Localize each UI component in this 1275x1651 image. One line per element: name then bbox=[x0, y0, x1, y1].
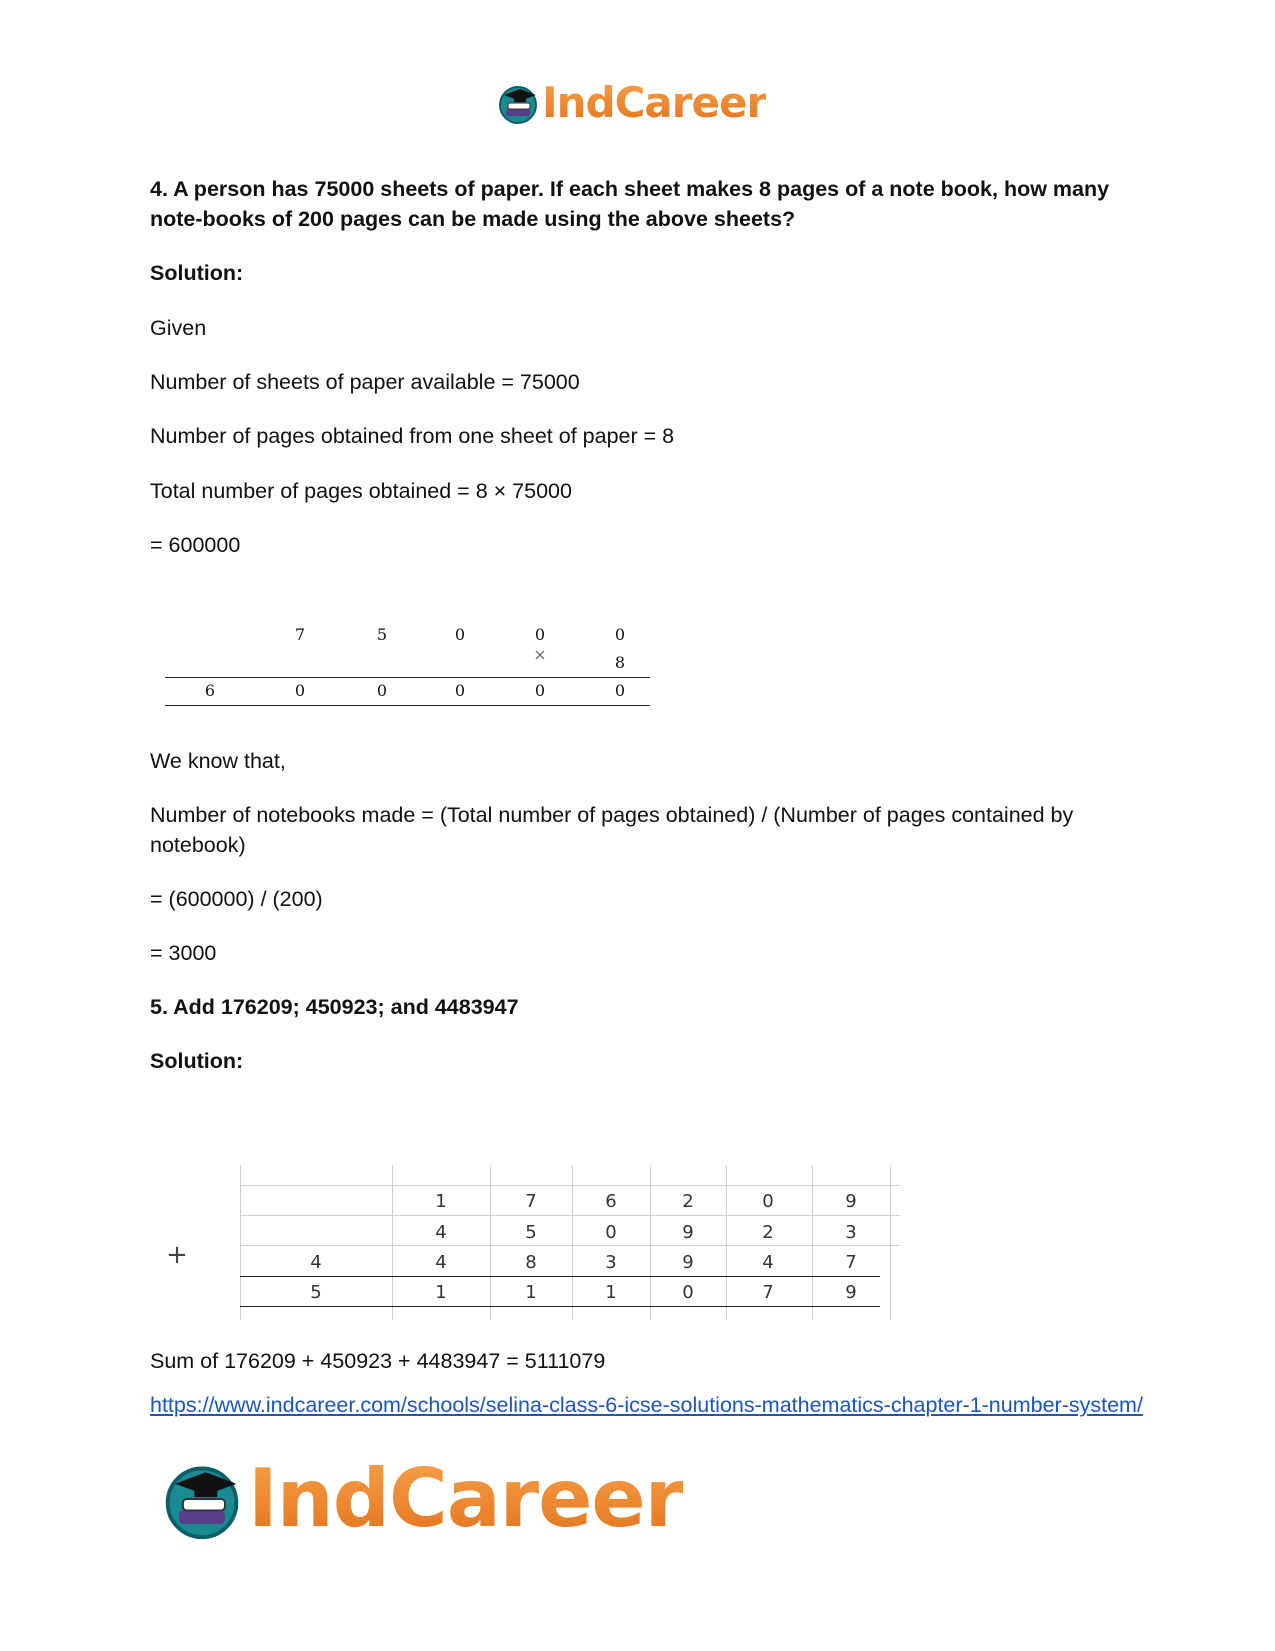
grid-hline bbox=[240, 1215, 900, 1216]
sum-line: Sum of 176209 + 450923 + 4483947 = 5111079 bbox=[150, 1349, 606, 1373]
sum-digit: 1 bbox=[435, 1282, 447, 1303]
addend-digit: 2 bbox=[762, 1222, 774, 1243]
footer-logo-text: IndCareer bbox=[248, 1452, 684, 1545]
addend-digit: 4 bbox=[435, 1222, 447, 1243]
mult-digit: 0 bbox=[614, 625, 626, 644]
addend-digit: 9 bbox=[845, 1191, 857, 1212]
addend-digit: 6 bbox=[605, 1191, 617, 1212]
sum-digit: 1 bbox=[605, 1282, 617, 1303]
mult-rule-bottom bbox=[165, 705, 650, 706]
pages-per-sheet-line: Number of pages obtained from one sheet of paper = 8 bbox=[150, 424, 675, 448]
header-logo-text: IndCareer bbox=[542, 78, 767, 127]
division-step: = (600000) / (200) bbox=[150, 887, 323, 911]
addend-digit: 3 bbox=[845, 1222, 857, 1243]
source-link[interactable]: https://www.indcareer.com/schools/selina-class-6-icse-solutions-mathematics-chapter-1-number-system/ bbox=[150, 1393, 1143, 1417]
sum-digit: 7 bbox=[762, 1282, 774, 1303]
solution-label-5: Solution: bbox=[150, 1049, 244, 1073]
source-link-wrap bbox=[150, 1390, 1150, 1420]
footer-logo-emblem-icon bbox=[160, 1457, 244, 1541]
addend-digit: 2 bbox=[682, 1191, 694, 1212]
multiplication-table bbox=[165, 625, 665, 715]
addend-digit: 7 bbox=[525, 1191, 537, 1212]
grid-vline bbox=[890, 1165, 891, 1320]
grid-hline bbox=[240, 1185, 900, 1186]
addend-digit: 4 bbox=[310, 1252, 322, 1273]
grid-vline bbox=[240, 1165, 241, 1320]
given-text: Given bbox=[150, 316, 207, 340]
addend-digit: 8 bbox=[525, 1252, 537, 1273]
header-logo bbox=[496, 78, 766, 127]
grid-hline bbox=[240, 1245, 900, 1246]
result-digit: 0 bbox=[376, 681, 388, 700]
sum-digit: 0 bbox=[682, 1282, 694, 1303]
result-digit: 0 bbox=[614, 681, 626, 700]
division-result: = 3000 bbox=[150, 941, 217, 965]
plus-sign: + bbox=[166, 1240, 188, 1270]
addend-digit: 3 bbox=[605, 1252, 617, 1273]
sum-digit: 5 bbox=[310, 1282, 322, 1303]
mult-rule-top bbox=[165, 677, 650, 678]
addend-digit: 1 bbox=[435, 1191, 447, 1212]
addend-digit: 4 bbox=[762, 1252, 774, 1273]
mult-digit: 5 bbox=[376, 625, 388, 644]
mult-digit: 0 bbox=[454, 625, 466, 644]
mult-digit: 0 bbox=[534, 625, 546, 644]
sum-digit: 1 bbox=[525, 1282, 537, 1303]
notebooks-formula: Number of notebooks made = (Total number of pages obtained) / (Number of pages contained by notebook) bbox=[150, 803, 1074, 857]
sheets-line: Number of sheets of paper available = 75000 bbox=[150, 370, 580, 394]
addend-digit: 0 bbox=[762, 1191, 774, 1212]
question-5: 5. Add 176209; 450923; and 4483947 bbox=[150, 995, 519, 1019]
addend-digit: 9 bbox=[682, 1222, 694, 1243]
addend-digit: 5 bbox=[525, 1222, 537, 1243]
grid-vline bbox=[812, 1165, 813, 1320]
result-digit: 6 bbox=[204, 681, 216, 700]
grid-vline bbox=[650, 1165, 651, 1320]
addend-digit: 7 bbox=[845, 1252, 857, 1273]
grid-vline bbox=[726, 1165, 727, 1320]
question-4: 4. A person has 75000 sheets of paper. If each sheet makes 8 pages of a note book, how many note-books of 200 pages can be made using the above sheets? bbox=[150, 177, 1110, 231]
sum-rule-bottom bbox=[240, 1306, 880, 1307]
addend-digit: 4 bbox=[435, 1252, 447, 1273]
mult-digit: 7 bbox=[294, 625, 306, 644]
multiply-sign: × bbox=[533, 645, 547, 664]
logo-emblem-icon bbox=[496, 81, 540, 125]
we-know-text: We know that, bbox=[150, 749, 286, 773]
sum-digit: 9 bbox=[845, 1282, 857, 1303]
addition-table bbox=[150, 1165, 920, 1325]
grid-vline bbox=[572, 1165, 573, 1320]
addend-digit: 0 bbox=[605, 1222, 617, 1243]
multiplier-digit: 8 bbox=[614, 653, 626, 672]
result-digit: 0 bbox=[454, 681, 466, 700]
total-pages-line: Total number of pages obtained = 8 × 75000 bbox=[150, 479, 572, 503]
footer-logo bbox=[160, 1452, 683, 1545]
total-pages-result: = 600000 bbox=[150, 533, 241, 557]
grid-vline bbox=[392, 1165, 393, 1320]
result-digit: 0 bbox=[294, 681, 306, 700]
result-digit: 0 bbox=[534, 681, 546, 700]
sum-rule-top bbox=[240, 1276, 880, 1277]
grid-vline bbox=[490, 1165, 491, 1320]
solution-label-4: Solution: bbox=[150, 261, 244, 285]
addend-digit: 9 bbox=[682, 1252, 694, 1273]
